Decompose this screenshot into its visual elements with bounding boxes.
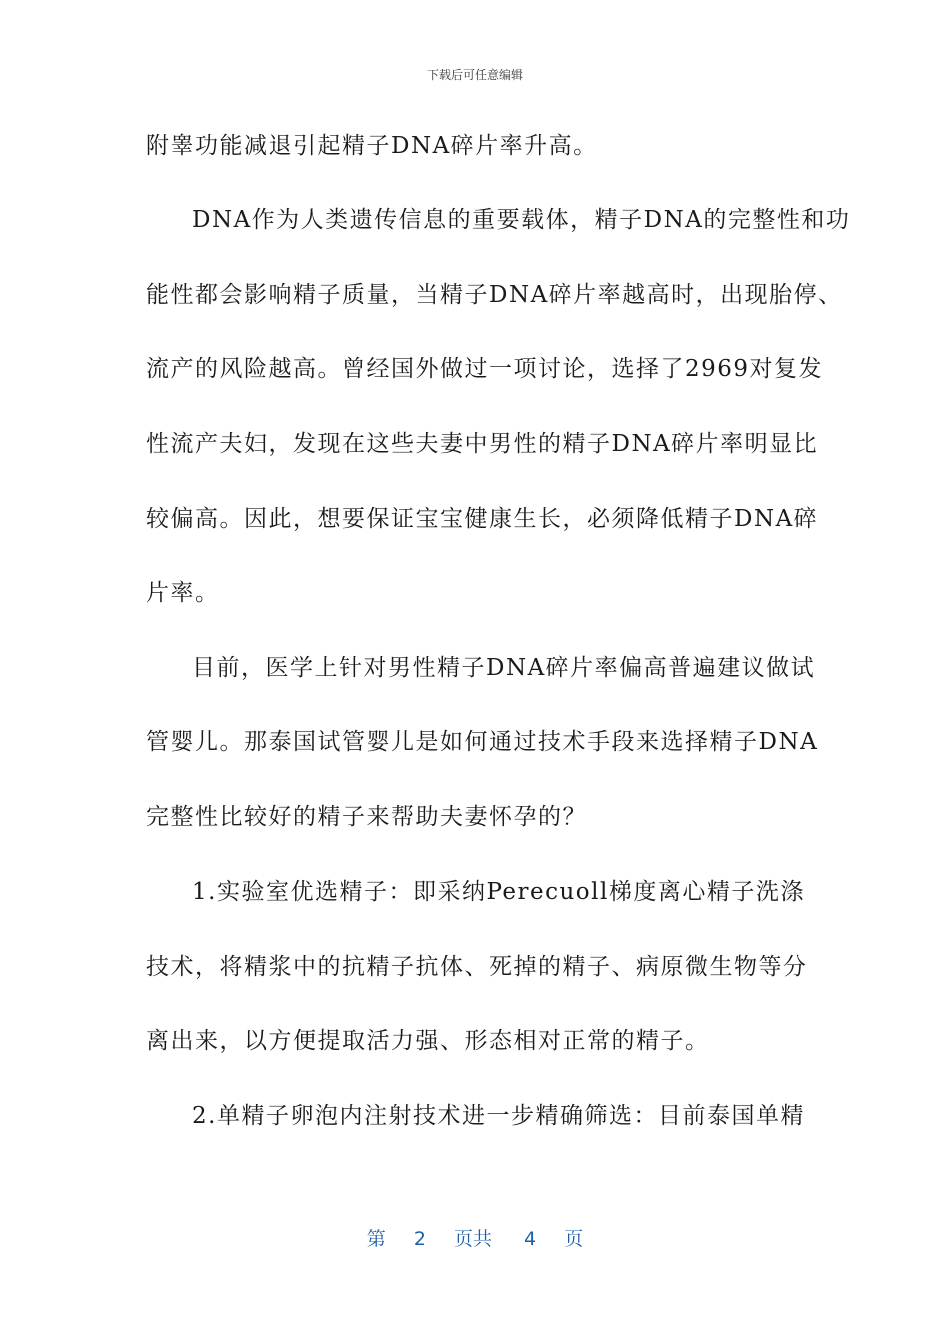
text-line: DNA作为人类遗传信息的重要载体，精子DNA的完整性和功 xyxy=(192,207,851,233)
text-line: 离出来，以方便提取活力强、形态相对正常的精子。 xyxy=(146,1028,710,1054)
header-note: 下载后可任意编辑 xyxy=(426,68,523,82)
footer-prefix: 第 xyxy=(366,1228,386,1250)
text-line: 技术，将精浆中的抗精子抗体、死掉的精子、病原微生物等分 xyxy=(146,954,808,980)
footer-middle: 页共 xyxy=(453,1228,492,1250)
text-line: 1.实验室优选精子：即采纳Perecuoll梯度离心精子洗涤 xyxy=(192,879,805,905)
page-number: 2 xyxy=(413,1228,426,1250)
text-line: 管婴儿。那泰国试管婴儿是如何通过技术手段来选择精子DNA xyxy=(146,729,819,755)
text-line: 流产的风险越高。曾经国外做过一项讨论，选择了2969对复发 xyxy=(146,356,824,382)
text-line: 完整性比较好的精子来帮助夫妻怀孕的？ xyxy=(146,804,587,830)
page-footer xyxy=(0,1226,950,1252)
text-line: 性流产夫妇，发现在这些夫妻中男性的精子DNA碎片率明显比 xyxy=(146,431,819,457)
text-line: 较偏高。因此，想要保证宝宝健康生长，必须降低精子DNA碎 xyxy=(146,506,819,532)
text-line: 附睾功能减退引起精子DNA碎片率升高。 xyxy=(146,133,598,159)
total-pages: 4 xyxy=(524,1228,537,1250)
text-line: 片率。 xyxy=(146,580,220,606)
text-line: 2.单精子卵泡内注射技术进一步精确筛选：目前泰国单精 xyxy=(192,1103,805,1129)
text-line: 能性都会影响精子质量，当精子DNA碎片率越高时，出现胎停、 xyxy=(146,282,843,308)
text-line: 目前，医学上针对男性精子DNA碎片率偏高普遍建议做试 xyxy=(192,655,816,681)
footer-suffix: 页 xyxy=(564,1228,584,1250)
